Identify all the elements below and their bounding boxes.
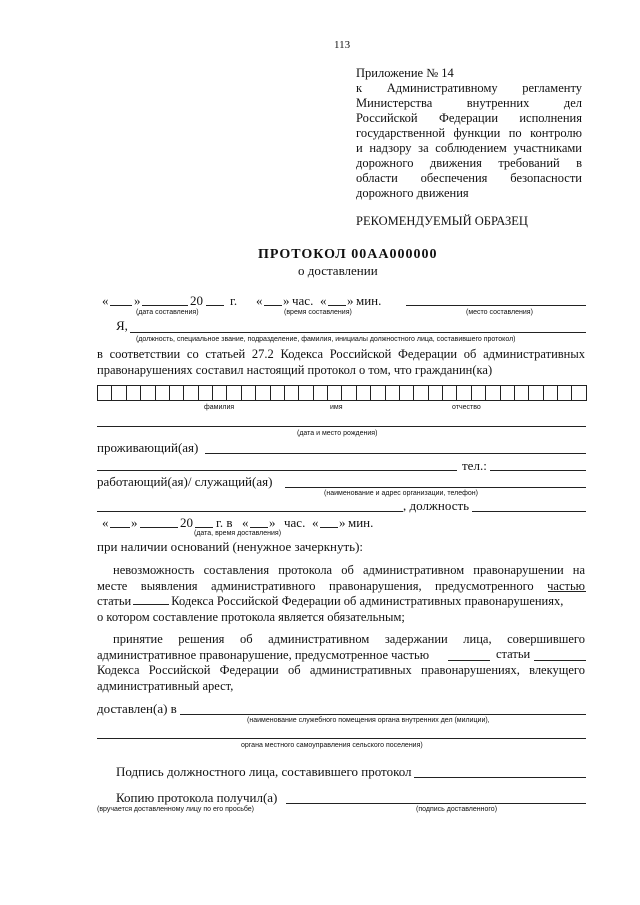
reason-line [97,594,585,610]
delivery-quote-open: « [102,515,109,530]
delivered-caption-1: (наименование служебного помещения органа внутренних дел (милиции), [247,717,490,724]
letter-cell [242,386,256,400]
caption-patronymic: отчество [452,404,481,411]
appendix-line: Российской Федерации исполнения [356,111,582,125]
reason-line: невозможность составления протокола об административном правонарушении на [113,563,585,577]
org-caption: (наименование и адрес организации, телефон) [324,490,478,497]
letter-cell [127,386,141,400]
appendix-line: Приложение № 14 [356,66,454,80]
letter-cell [170,386,184,400]
reason-line: административный арест, [97,678,234,693]
reason-text: статьи [97,594,132,608]
letter-cell [299,386,313,400]
copy-label: Копию протокола получил(а) [116,790,278,805]
reason-line: административное правонарушение, предусмотренное частью [97,647,430,662]
letter-cell [256,386,270,400]
protocol-subtitle: о доставлении [298,263,378,278]
reason-line: о котором составление протокола является обязательным; [97,609,405,624]
letter-cell [357,386,371,400]
letter-cell [184,386,198,400]
delivered-caption-2: органа местного самоуправления сельского поселения) [241,742,423,749]
letter-cell [486,386,500,400]
name-letter-grid [97,385,587,401]
letter-cell [529,386,543,400]
minutes-label: мин. [356,293,382,308]
phone-label: тел.: [462,458,487,473]
letter-cell [558,386,572,400]
delivery-min-quote-close: » [339,515,346,530]
delivery-hour-quote-close: » [269,515,276,530]
working-label: работающий(ая)/ служащий(ая) [97,474,273,489]
min-quote-open: « [320,293,327,308]
signature-label: Подпись должностного лица, составившего протокол [116,764,412,779]
reason-2 [97,632,585,694]
intro-paragraph [97,347,585,378]
reason-1 [97,563,585,625]
intro-line: правонарушениях составил настоящий протокол о том, что гражданин(ка) [97,362,493,377]
appendix-block [356,66,582,201]
intro-line: в соответствии со статьей 27.2 Кодекса Российской Федерации об административных [97,347,585,361]
letter-cell [472,386,486,400]
date-quote-close: » [134,293,141,308]
letter-cell [501,386,515,400]
date-year: 20 [190,293,203,308]
letter-cell [141,386,155,400]
letter-cell [199,386,213,400]
caption-surname: фамилия [204,404,235,411]
letter-cell [414,386,428,400]
delivery-g-v: г. в [216,515,233,530]
caption-time: (время составления) [284,309,352,316]
letter-cell [156,386,170,400]
delivery-hours: час. [284,515,306,530]
letter-cell [457,386,471,400]
appendix-line: области обеспечения безопасности [356,171,582,185]
reason-line: Кодекса Российской Федерации об административных правонарушениях, влекущего [97,663,585,677]
appendix-line: и надзору за соблюдением участниками [356,141,582,155]
delivery-quote-close: » [131,515,138,530]
sign-caption: (подпись доставленного) [416,806,498,813]
time-quote-open: « [256,293,263,308]
delivery-hour-quote-open: « [242,515,249,530]
protocol-title: ПРОТОКОЛ 00АА000000 [258,247,438,262]
letter-cell [328,386,342,400]
ya-label: Я, [116,318,128,333]
delivery-year: 20 [180,515,193,530]
delivery-min-quote-open: « [312,515,319,530]
reason-line: принятие решения об административном задержании лица, совершившего [113,632,585,646]
page-number: 113 [334,39,351,51]
position-label: , должность [403,498,470,513]
author-caption: (должность, специальное звание, подразделение, фамилия, инициалы должностного лица, составившего протокол) [136,336,516,343]
caption-date: (дата составления) [136,309,199,316]
letter-cell [572,386,585,400]
recommended-sample: РЕКОМЕНДУЕМЫЙ ОБРАЗЕЦ [356,214,528,228]
letter-cell [285,386,299,400]
letter-cell [400,386,414,400]
letter-cell [371,386,385,400]
delivered-label: доставлен(а) в [97,701,177,716]
delivery-caption: (дата, время доставления) [194,530,282,537]
appendix-line: дорожного движения [356,186,469,200]
reason-text: Кодекса Российской Федерации об административных правонарушениях, [171,594,564,608]
caption-name: имя [330,404,343,411]
copy-caption: (вручается доставленному лицу по его просьбе) [97,806,255,813]
letter-cell [112,386,126,400]
letter-cell [314,386,328,400]
min-quote-close: » [347,293,354,308]
date-quote-open: « [102,293,109,308]
appendix-line: дорожного движения требований в [356,156,582,170]
residing-label: проживающий(ая) [97,440,199,455]
letter-cell [213,386,227,400]
letter-cell [227,386,241,400]
appendix-line: государственной функции по контролю [356,126,582,140]
appendix-line: Министерства внутренних дел [356,96,582,110]
caption-place: (место составления) [466,309,533,316]
letter-cell [429,386,443,400]
delivery-minutes: мин. [348,515,374,530]
letter-cell [544,386,558,400]
grounds-label: при наличии оснований (ненужное зачеркнуть): [97,539,364,554]
appendix-line: к Административному регламенту [356,81,582,95]
letter-cell [443,386,457,400]
letter-cell [342,386,356,400]
reason-statya: статьи [496,647,531,661]
date-g: г. [230,293,238,308]
hours-label: час. [292,293,314,308]
reason-line: месте выявления административного правонарушения, предусмотренного частью [97,578,585,593]
letter-cell [515,386,529,400]
birth-caption: (дата и место рождения) [297,430,378,437]
time-quote-close: » [283,293,290,308]
letter-cell [386,386,400,400]
letter-cell [271,386,285,400]
letter-cell [98,386,112,400]
